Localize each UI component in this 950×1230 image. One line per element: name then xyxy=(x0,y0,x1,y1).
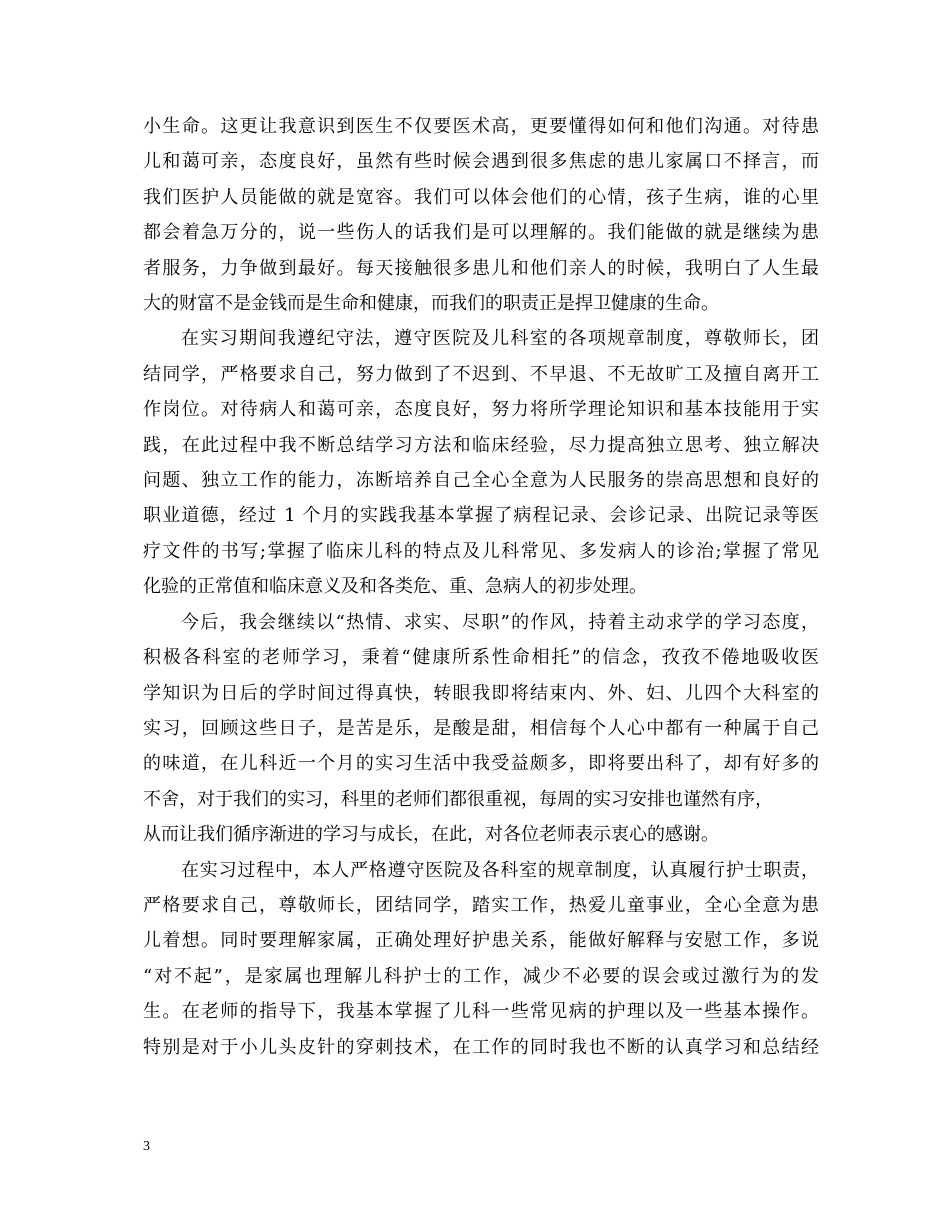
text-line: 儿着想。同时要理解家属，正确处理好护患关系，能做好解释与安慰工作，多说 xyxy=(143,930,819,952)
text-line: 儿和蔼可亲，态度良好，虽然有些时候会遇到很多焦虑的患儿家属口不择言，而 xyxy=(143,151,819,173)
text-line: “对不起”，是家属也理解儿科护士的工作，减少不必要的误会或过激行为的发 xyxy=(143,965,819,987)
text-line: 大的财富不是金钱而是生命和健康，而我们的职责正是捍卫健康的生命。 xyxy=(143,293,719,315)
text-line: 我们医护人员能做的就是宽容。我们可以体会他们的心情，孩子生病，谁的心里 xyxy=(143,186,819,208)
text-line: 者服务，力争做到最好。每天接触很多患儿和他们亲人的时候，我明白了人生最 xyxy=(143,257,819,279)
text-line: 结同学，严格要求自己，努力做到了不迟到、不早退、不无故旷工及擅自离开工 xyxy=(143,363,819,385)
text-line: 的味道，在儿科近一个月的实习生活中我受益颇多，即将要出科了，却有好多的 xyxy=(143,753,819,775)
paragraph-2 xyxy=(143,321,819,604)
text-line: 不舍，对于我们的实习，科里的老师们都很重视，每周的实习安排也谨然有序， xyxy=(143,788,773,810)
text-line: 疗文件的书写;掌握了临床儿科的特点及儿科常见、多发病人的诊治;掌握了常见 xyxy=(143,540,819,562)
text-line: 今后，我会继续以“热情、求实、尽职”的作风，持着主动求学的学习态度， xyxy=(181,611,819,633)
text-line: 学知识为日后的学时间过得真快，转眼我即将结束内、外、妇、儿四个大科室的 xyxy=(143,682,819,704)
text-line: 实习，回顾这些日子，是苦是乐，是酸是甜，相信每个人心中都有一种属于自己 xyxy=(143,717,819,739)
text-line: 职业道德，经过 1 个月的实践我基本掌握了病程记录、会诊记录、出院记录等医 xyxy=(143,505,819,527)
text-line: 在实习过程中，本人严格遵守医院及各科室的规章制度，认真履行护士职责， xyxy=(181,859,819,881)
text-line: 都会着急万分的，说一些伤人的话我们是可以理解的。我们能做的就是继续为患 xyxy=(143,222,819,244)
text-line: 践，在此过程中我不断总结学习方法和临床经验，尽力提高独立思考、独立解决 xyxy=(143,434,819,456)
text-line: 严格要求自己，尊敬师长，团结同学，踏实工作，热爱儿童事业，全心全意为患 xyxy=(143,894,819,916)
paragraph-3 xyxy=(143,605,819,853)
text-line: 积极各科室的老师学习，秉着“健康所系性命相托”的信念，孜孜不倦地吸收医 xyxy=(143,647,819,669)
text-line: 在实习期间我遵纪守法，遵守医院及儿科室的各项规章制度，尊敬师长，团 xyxy=(181,328,819,350)
text-line: 作岗位。对待病人和蔼可亲，态度良好，努力将所学理论知识和基本技能用于实 xyxy=(143,399,819,421)
text-line: 从而让我们循序渐进的学习与成长，在此，对各位老师表示衷心的感谢。 xyxy=(143,824,719,846)
page-number: 3 xyxy=(143,1139,150,1154)
text-line: 生。在老师的指导下，我基本掌握了儿科一些常见病的护理以及一些基本操作。 xyxy=(143,1001,819,1023)
paragraph-4 xyxy=(143,853,819,1065)
text-line: 问题、独立工作的能力，冻断培养自己全心全意为人民服务的崇高思想和良好的 xyxy=(143,470,819,492)
text-line: 化验的正常值和临床意义及和各类危、重、急病人的初步处理。 xyxy=(143,576,647,598)
text-line: 小生命。这更让我意识到医生不仅要医术高，更要懂得如何和他们沟通。对待患 xyxy=(143,116,819,137)
paragraph-1 xyxy=(143,109,819,321)
document-body xyxy=(143,109,819,1065)
text-line: 特别是对于小儿头皮针的穿刺技术，在工作的同时我也不断的认真学习和总结经 xyxy=(143,1036,819,1058)
